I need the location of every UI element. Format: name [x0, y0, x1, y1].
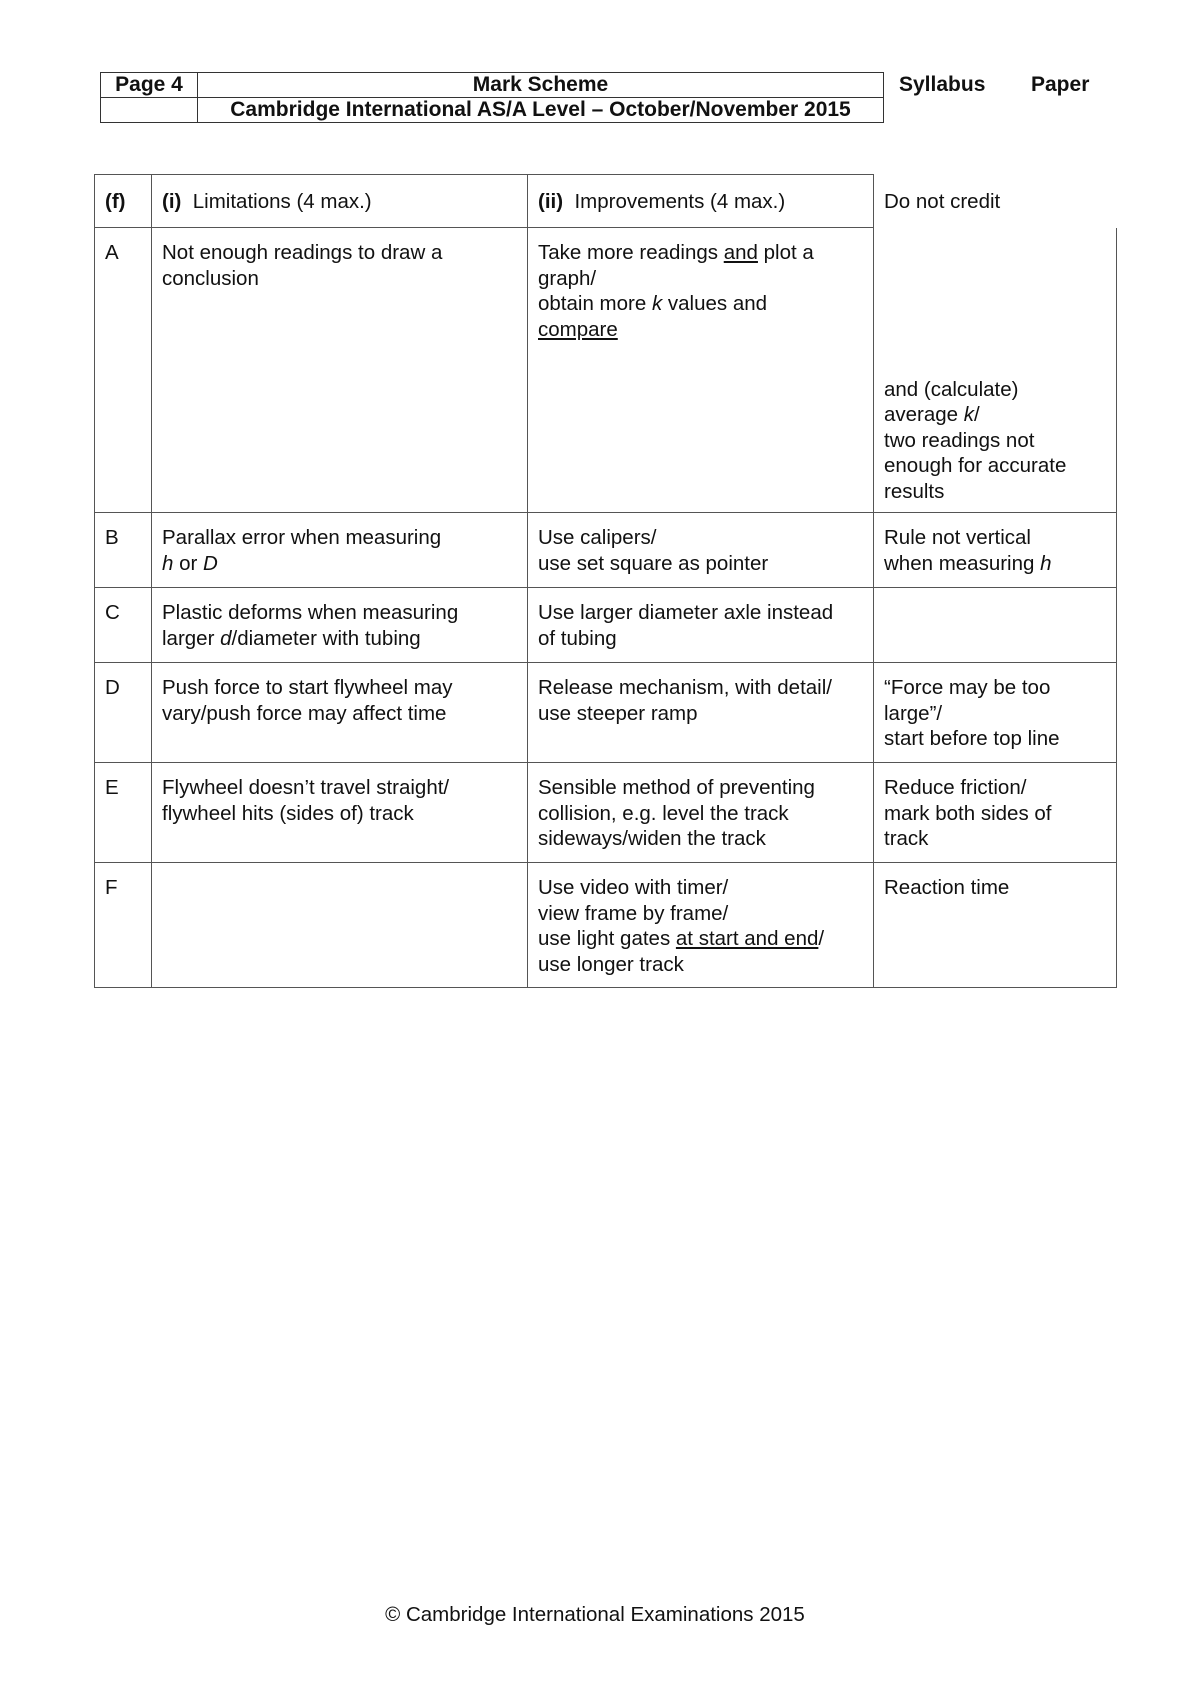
row-key: A: [95, 228, 152, 513]
limitation-cell: Flywheel doesn’t travel straight/ flywheel hits (sides of) track: [152, 763, 528, 863]
limitation-cell: Not enough readings to draw a conclusion: [152, 228, 528, 513]
limitation-cell: Push force to start flywheel may vary/push force may affect time: [152, 663, 528, 763]
table-row: [95, 663, 1117, 763]
document-subtitle: Cambridge International AS/A Level – October/November 2015: [198, 98, 884, 123]
page-number: Page 4: [101, 73, 198, 98]
table-row: [95, 228, 1117, 513]
row-key: D: [95, 663, 152, 763]
limitation-cell: Plastic deforms when measuring larger d/diameter with tubing: [152, 588, 528, 663]
table-row: [95, 513, 1117, 588]
table-row: [95, 763, 1117, 863]
limitations-header: (i) Limitations (4 max.): [152, 175, 528, 228]
improvement-cell: Use calipers/ use set square as pointer: [528, 513, 874, 588]
row-key: F: [95, 863, 152, 988]
document-title: Mark Scheme: [198, 73, 884, 98]
do-not-credit-cell: and (calculate) average k/ two readings not enough for accurate results: [874, 228, 1117, 513]
improvements-header: (ii) Improvements (4 max.): [528, 175, 874, 228]
paper-label: Paper: [1031, 73, 1090, 96]
header-blank-cell: [101, 98, 198, 123]
table-row: [95, 863, 1117, 988]
syllabus-label: Syllabus: [899, 73, 986, 96]
improvement-cell: Release mechanism, with detail/ use steeper ramp: [528, 663, 874, 763]
mark-scheme-table: [94, 174, 1117, 988]
part-label: (f): [95, 175, 152, 228]
row-key: C: [95, 588, 152, 663]
header-table: [100, 72, 884, 123]
improvement-cell: Use larger diameter axle instead of tubing: [528, 588, 874, 663]
do-not-credit-cell: “Force may be too large”/ start before top line: [874, 663, 1117, 763]
do-not-credit-cell: [874, 588, 1117, 663]
row-key: E: [95, 763, 152, 863]
do-not-credit-cell: Reduce friction/ mark both sides of track: [874, 763, 1117, 863]
do-not-credit-cell: Rule not vertical when measuring h: [874, 513, 1117, 588]
improvement-cell: Take more readings and plot a graph/ obtain more k values and compare: [528, 228, 874, 513]
limitation-cell: [152, 863, 528, 988]
improvement-cell: Sensible method of preventing collision, e.g. level the track sideways/widen the track: [528, 763, 874, 863]
do-not-credit-header: Do not credit: [874, 175, 1117, 228]
row-key: B: [95, 513, 152, 588]
do-not-credit-cell: Reaction time: [874, 863, 1117, 988]
copyright-footer: © Cambridge International Examinations 2015: [385, 1603, 805, 1626]
improvement-cell: Use video with timer/ view frame by frame/ use light gates at start and end/ use longer track: [528, 863, 874, 988]
table-row: [95, 588, 1117, 663]
limitation-cell: Parallax error when measuring h or D: [152, 513, 528, 588]
table-header-row: [95, 175, 1117, 228]
